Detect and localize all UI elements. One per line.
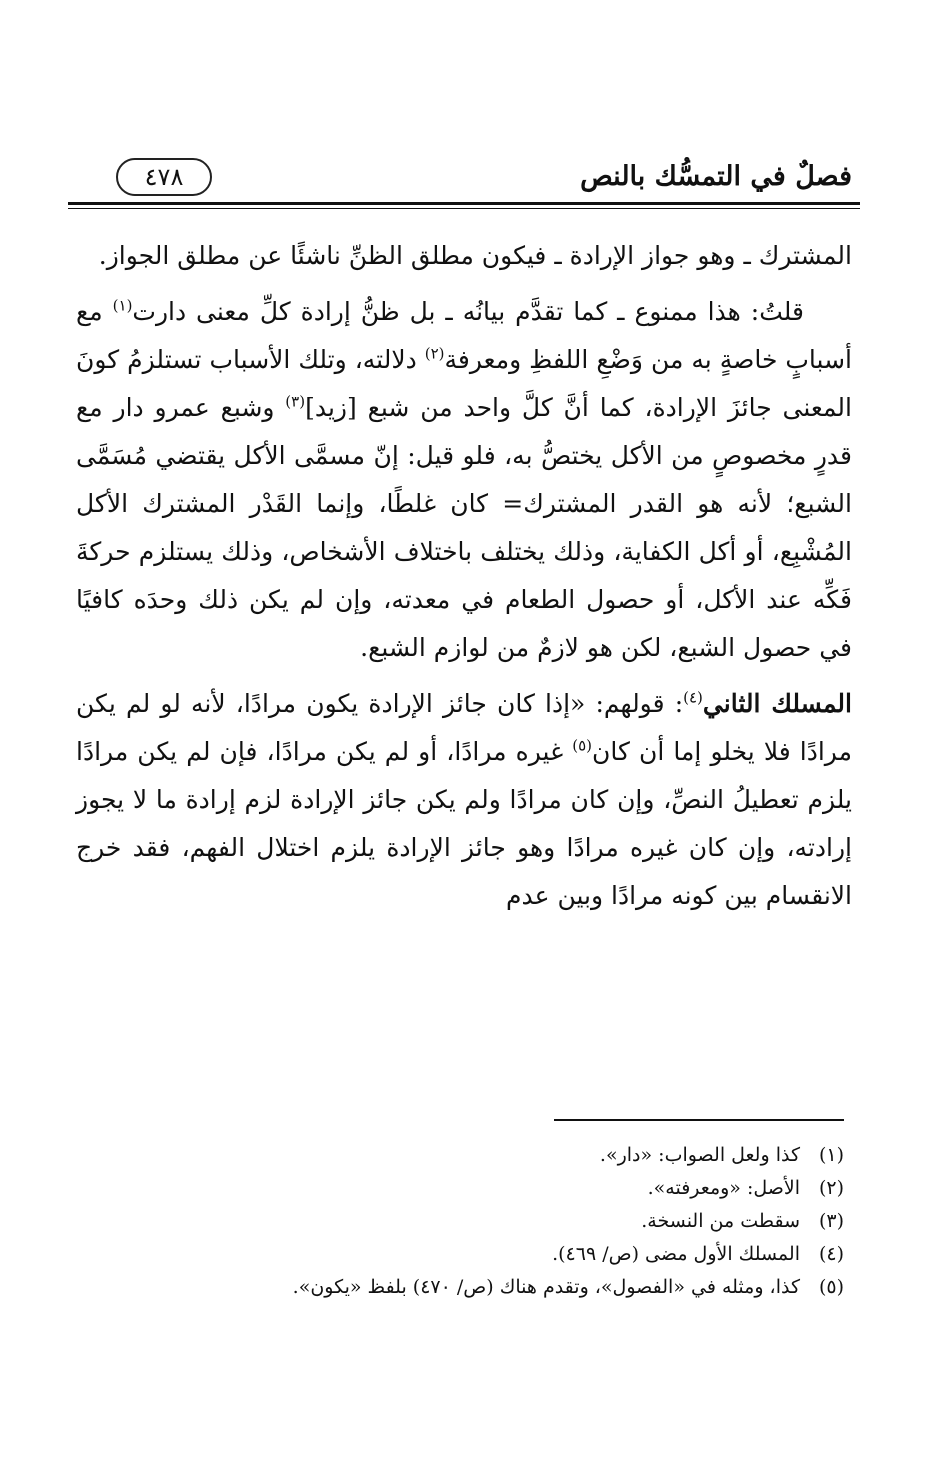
footnote-number: (٤) [818,1243,844,1265]
page-number-badge [116,158,212,196]
footnote-ref-2[interactable]: (٢) [424,344,445,363]
header-rule-thin [68,208,860,209]
footnote-ref-5[interactable]: (٥) [572,736,593,755]
footnote-3 [76,1206,844,1239]
footnote-1 [76,1140,844,1173]
paragraph-2-part-a: قلتُ: هذا ممنوع ـ كما تقدَّم بيانُه ـ بل ظنُّ إرادة كلِّ معنى دارت [132,297,804,326]
footnote-ref-4[interactable]: (٤) [683,688,703,707]
paragraph-3-part-a: : قولهم: «إذا كان جائز الإرادة يكون مرادًا، لأنه لو لم يكن مرادًا فلا يخلو إما أن كان [76,689,852,766]
footnotes [76,1140,844,1305]
footnote-text: سقطت من النسخة. [641,1210,800,1232]
paragraph-2-part-b: مع أسبابٍ خاصةٍ به من وَضْعِ اللفظِ ومعرفة [76,297,852,374]
footnote-text: الأصل: «ومعرفته». [647,1177,800,1199]
footnote-text: كذا ولعل الصواب: «دار». [599,1144,800,1166]
paragraph-1 [76,232,852,280]
footnote-5 [76,1272,844,1305]
page-number: ٤٧٨ [144,163,184,191]
paragraph-2-part-d: وشبع عمرو دار مع قدرٍ مخصوصٍ من الأكل يختصُّ به، فلو قيل: إنّ مسمَّى الأكل يقتضي مُسَمَّى الشبع؛ لأنه هو القدر المشترك= كان غلطًا، وإنما القَدْر المشترك الأكل المُشْبِع، أو أكل الكفاية، وذلك يختلف باختلاف الأشخاص، وذلك يستلزم حركةَ فَكِّه عند الأكل، أو حصول الطعام في معدته، وإن لم يكن ذلك وحدَه كافيًا في حصول الشبع، لكن هو لازمٌ من لوازم الشبع. [76,393,852,662]
footnote-ref-3[interactable]: (٣) [285,392,306,411]
running-header [68,150,860,198]
header-rule [68,202,860,205]
footnote-number: (١) [818,1144,844,1166]
footnote-2 [76,1173,844,1206]
paragraph-2-part-c: دلالته، وتلك الأسباب تستلزمُ كونَ المعنى جائزَ الإرادة، كما أنَّ كلَّ واحد من شبع [زيد] [76,345,852,422]
section-lead: المسلك الثاني [702,689,852,718]
footnote-4 [76,1239,844,1272]
footnote-number: (٣) [818,1210,844,1232]
footnote-number: (٥) [818,1276,844,1298]
chapter-title: فصلٌ في التمسُّك بالنص [580,161,852,192]
paragraph-2 [76,288,852,672]
paragraph-3 [76,680,852,920]
footnote-number: (٢) [818,1177,844,1199]
footnote-text: كذا، ومثله في «الفصول»، وتقدم هناك (ص/ ٤٧٠) بلفظ «يكون». [292,1276,800,1298]
paragraph-3-part-b: غيره مرادًا، أو لم يكن مرادًا، فإن لم يكن مرادًا يلزم تعطيلُ النصِّ، وإن كان مرادًا ولم يكن جائز الإرادة لزم إرادة ما لا يجوز إرادته، وإن كان غيره مرادًا وهو جائز الإرادة يلزم اختلال الفهم، فقد خرج الانقسام بين كونه مرادًا وبين عدم [76,737,852,910]
paragraph-1-text: المشترك ـ وهو جواز الإرادة ـ فيكون مطلق الظنِّ ناشئًا عن مطلق الجواز. [98,241,852,270]
footnote-separator [554,1119,844,1121]
footnote-ref-1[interactable]: (١) [112,296,133,315]
main-text [76,232,852,920]
footnote-text: المسلك الأول مضى (ص/ ٤٦٩). [552,1243,800,1265]
